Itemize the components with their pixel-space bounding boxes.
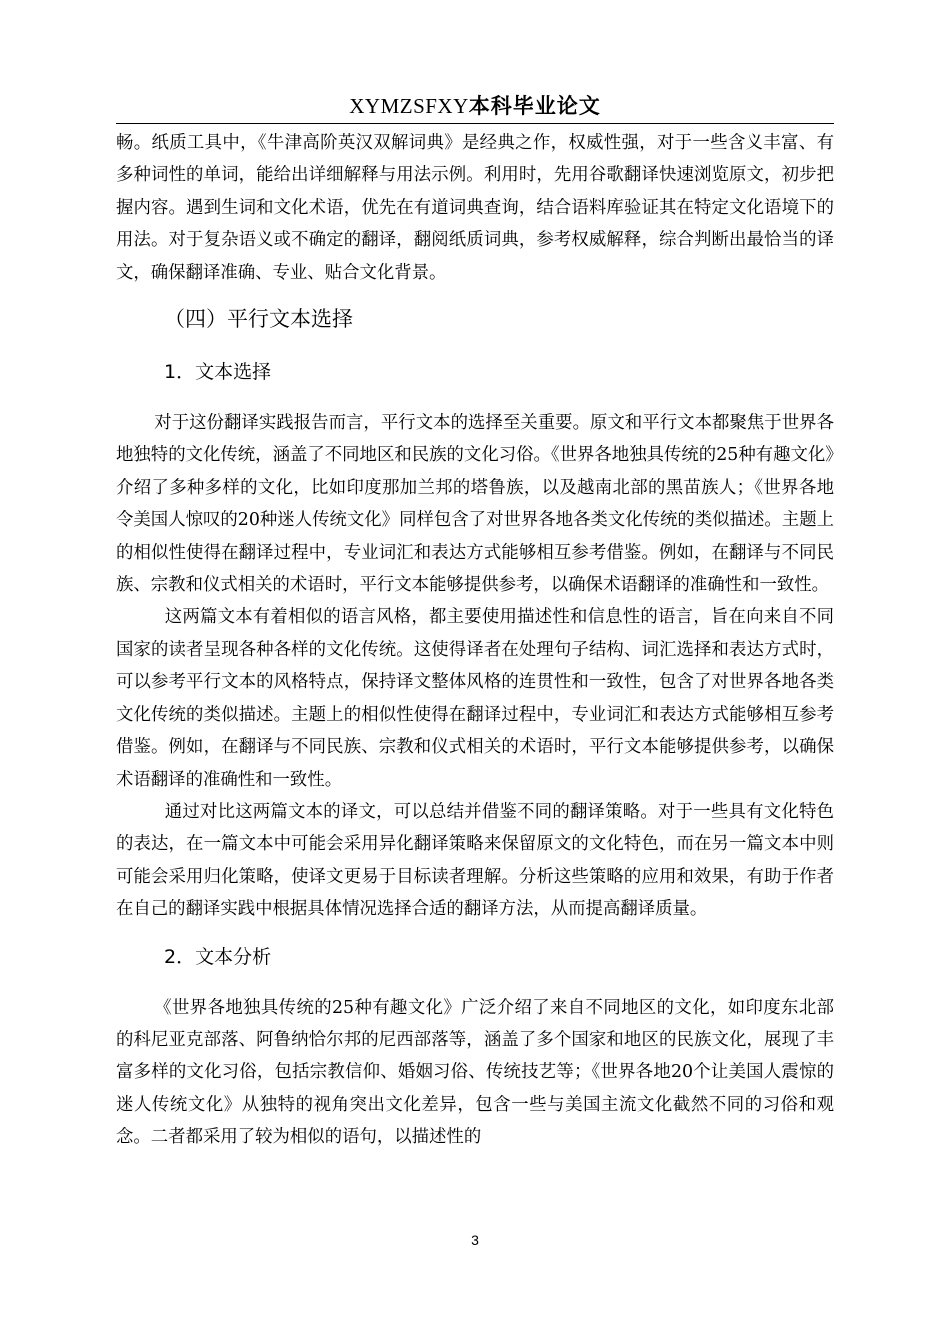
paragraph-selection-1: 对于这份翻译实践报告而言，平行文本的选择至关重要。原文和平行文本都聚焦于世界各地独特的文化传统，涵盖了不同地区和民族的文化习俗。《世界各地独具传统的25种有趣文化》介绍了多种多样的文化，比如印度那加兰邦的塔鲁族，以及越南北部的黑苗族人；《世界各地令美国人惊叹的20种迷人传统文化》同样包含了对世界各地各类文化传统的类似描述。主题上的相似性使得在翻译过程中，专业词汇和表达方式能够相互参考借鉴。例如，在翻译与不同民族、宗教和仪式相关的术语时，平行文本能够提供参考，以确保术语翻译的准确性和一致性。 <box>116 413 834 596</box>
section-heading-parallel-text: （四）平行文本选择 <box>164 307 353 332</box>
header-rule <box>116 123 834 124</box>
page-body <box>116 127 834 1154</box>
paragraph-tools: 畅。纸质工具中，《牛津高阶英汉双解词典》是经典之作，权威性强，对于一些含义丰富、有多种词性的单词，能给出详细解释与用法示例。利用时，先用谷歌翻译快速浏览原文，初步把握内容。遇到生词和文化术语，优先在有道词典查询，结合语料库验证其在特定文化语境下的用法。对于复杂语义或不确定的翻译，翻阅纸质词典，参考权威解释，综合判断出最恰当的译文，确保翻译准确、专业、贴合文化背景。 <box>116 133 834 283</box>
page-header <box>116 92 834 124</box>
header-thesis-label: 本科毕业论文 <box>468 94 601 118</box>
subheading-text-selection: 1．文本选择 <box>164 361 272 384</box>
paragraph-selection-3: 通过对比这两篇文本的译文，可以总结并借鉴不同的翻译策略。对于一些具有文化特色的表达，在一篇文本中可能会采用异化翻译策略来保留原文的文化特色，而在另一篇文本中则可能会采用归化策略，使译文更易于目标读者理解。分析这些策略的应用和效果，有助于作者在自己的翻译实践中根据具体情况选择合适的翻译方法，从而提高翻译质量。 <box>116 801 834 920</box>
paragraph-selection-2: 这两篇文本有着相似的语言风格，都主要使用描述性和信息性的语言，旨在向来自不同国家的读者呈现各种各样的文化传统。这使得译者在处理句子结构、词汇选择和表达方式时，可以参考平行文本的风格特点，保持译文整体风格的连贯性和一致性，包含了对世界各地各类文化传统的类似描述。主题上的相似性使得在翻译过程中，专业词汇和表达方式能够相互参考借鉴。例如，在翻译与不同民族、宗教和仪式相关的术语时，平行文本能够提供参考，以确保术语翻译的准确性和一致性。 <box>116 607 834 790</box>
paragraph-analysis-1: 《世界各地独具传统的25种有趣文化》广泛介绍了来自不同地区的文化，如印度东北部的科尼亚克部落、阿鲁纳恰尔邦的尼西部落等，涵盖了多个国家和地区的民族文化，展现了丰富多样的文化习俗，包括宗教信仰、婚姻习俗、传统技艺等；《世界各地20个让美国人震惊的迷人传统文化》从独特的视角突出文化差异，包含一些与美国主流文化截然不同的习俗和观念。二者都采用了较为相似的语句，以描述性的 <box>116 997 834 1148</box>
page-number: 3 <box>471 1232 479 1248</box>
subheading-text-analysis: 2．文本分析 <box>164 945 272 968</box>
header-school-code: XYMZSFXY <box>349 94 469 118</box>
